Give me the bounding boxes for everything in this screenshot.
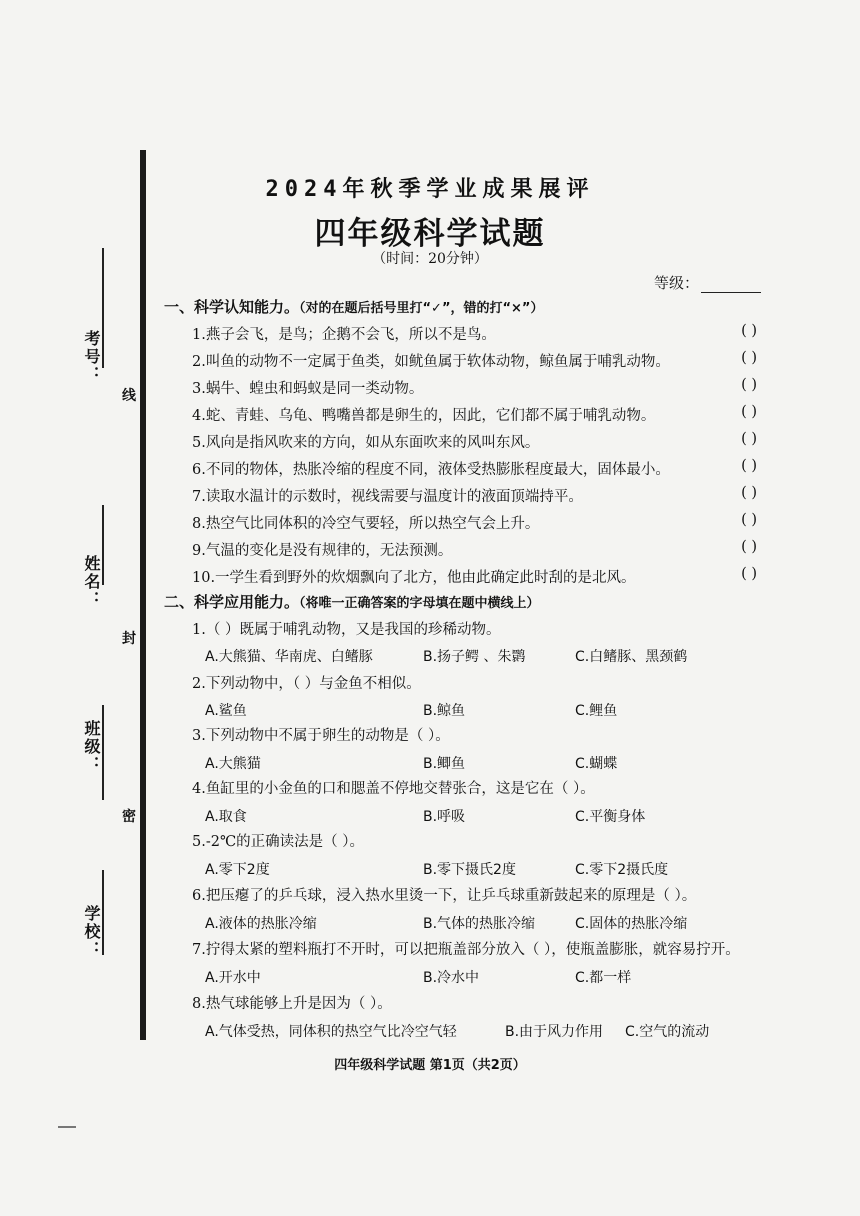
class-line [102, 705, 104, 800]
tf-text: 7.读取水温计的示数时，视线需要与温度计的液面顶端持平。 [192, 489, 583, 505]
name-line [102, 505, 104, 585]
exam-title: 四年级科学试题 [314, 216, 546, 252]
answer-paren[interactable]: ( ) [741, 377, 757, 393]
tf-item [192, 539, 767, 561]
exam-number-label: 考号： [82, 330, 101, 384]
tf-item [192, 485, 767, 507]
option-a[interactable]: A.大熊猫、华南虎、白鳍豚 [205, 649, 373, 665]
mc-options [205, 913, 765, 935]
option-c[interactable]: C.平衡身体 [575, 809, 646, 825]
answer-paren[interactable]: ( ) [741, 431, 757, 447]
option-b[interactable]: B.鲸鱼 [423, 703, 466, 719]
option-a[interactable]: A.气体受热，同体积的热空气比冷空气轻 [205, 1024, 457, 1040]
section-1-title: 一、科学认知能力。 [164, 298, 300, 316]
answer-paren[interactable]: ( ) [741, 458, 757, 474]
option-c[interactable]: C.鲤鱼 [575, 703, 618, 719]
tf-item [192, 404, 767, 426]
tf-text: 4.蛇、青蛙、乌龟、鸭嘴兽都是卵生的，因此，它们都不属于哺乳动物。 [192, 408, 656, 424]
option-a[interactable]: A.开水中 [205, 970, 261, 986]
exam-time: （时间：20分钟） [372, 251, 488, 267]
mc-question: 4.鱼缸里的小金鱼的口和腮盖不停地交替张合，这是它在（ ）。 [192, 781, 595, 797]
option-c[interactable]: C.白鳍豚、黑颈鹤 [575, 649, 688, 665]
option-b[interactable]: B.扬子鳄 、朱鹮 [423, 649, 526, 665]
tf-item [192, 323, 767, 345]
option-a[interactable]: A.大熊猫 [205, 756, 261, 772]
seal-xian: 线 [122, 388, 136, 404]
tf-text: 6.不同的物体，热胀冷缩的程度不同，液体受热膨胀程度最大，固体最小。 [192, 462, 670, 478]
name-label: 姓名： [82, 555, 101, 609]
option-b[interactable]: B.冷水中 [423, 970, 480, 986]
mc-options [205, 806, 765, 828]
answer-paren[interactable]: ( ) [741, 539, 757, 555]
mc-question: 7.拧得太紧的塑料瓶打不开时，可以把瓶盖部分放入（ ），使瓶盖膨胀，就容易拧开。 [192, 942, 740, 958]
option-c[interactable]: C.空气的流动 [625, 1024, 710, 1040]
school-line [102, 870, 104, 955]
tf-text: 1.燕子会飞，是鸟；企鹅不会飞，所以不是鸟。 [192, 327, 496, 343]
seal-mi: 密 [122, 809, 136, 825]
grade-blank[interactable] [701, 292, 761, 293]
option-b[interactable]: B.呼吸 [423, 809, 466, 825]
option-b[interactable]: B.由于风力作用 [505, 1024, 604, 1040]
option-c[interactable]: C.都一样 [575, 970, 632, 986]
answer-paren[interactable]: ( ) [741, 566, 757, 582]
answer-paren[interactable]: ( ) [741, 485, 757, 501]
option-a[interactable]: A.鲨鱼 [205, 703, 247, 719]
mc-question: 6.把压瘪了的乒乓球，浸入热水里烫一下，让乒乓球重新鼓起来的原理是（ ）。 [192, 888, 697, 904]
mc-question: 8.热气球能够上升是因为（ ）。 [192, 996, 392, 1012]
mc-question: 5.-2℃的正确读法是（ ）。 [192, 834, 365, 850]
tf-text: 10.一学生看到野外的炊烟飘向了北方，他由此确定此时刮的是北风。 [192, 570, 636, 586]
answer-paren[interactable]: ( ) [741, 512, 757, 528]
exam-title-year: 2024年秋季学业成果展评 [265, 177, 595, 202]
mc-question: 1.（ ）既属于哺乳动物，又是我国的珍稀动物。 [192, 622, 501, 638]
mc-options [205, 859, 765, 881]
tf-text: 3.蜗牛、蝗虫和蚂蚁是同一类动物。 [192, 381, 424, 397]
tf-item [192, 566, 767, 588]
section-2-title: 二、科学应用能力。 [164, 593, 300, 611]
answer-paren[interactable]: ( ) [741, 404, 757, 420]
section-1-note: （对的在题后括号里打“✓”，错的打“×”） [299, 301, 544, 316]
mc-options [205, 1021, 765, 1043]
binding-bar [140, 150, 146, 1040]
option-a[interactable]: A.零下2度 [205, 862, 270, 878]
section-2-note: （将唯一正确答案的字母填在题中横线上） [299, 596, 540, 611]
option-b[interactable]: B.零下摄氏2度 [423, 862, 516, 878]
option-c[interactable]: C.零下2摄氏度 [575, 862, 669, 878]
tf-item [192, 458, 767, 480]
tf-item [192, 377, 767, 399]
mc-options [205, 700, 765, 722]
tf-item [192, 431, 767, 453]
mc-question: 3.下列动物中不属于卵生的动物是（ ）。 [192, 728, 450, 744]
class-label: 班级： [82, 720, 101, 774]
section-2-heading [164, 591, 540, 612]
mc-question: 2.下列动物中，（ ）与金鱼不相似。 [192, 676, 421, 692]
seal-feng: 封 [122, 631, 136, 647]
tf-item [192, 512, 767, 534]
school-label: 学校： [82, 905, 101, 959]
tf-text: 2.叫鱼的动物不一定属于鱼类，如鱿鱼属于软体动物，鲸鱼属于哺乳动物。 [192, 354, 670, 370]
option-b[interactable]: B.气体的热胀冷缩 [423, 916, 536, 932]
tf-text: 9.气温的变化是没有规律的，无法预测。 [192, 543, 453, 559]
scan-mark [58, 1126, 76, 1128]
mc-options [205, 753, 765, 775]
mc-options [205, 967, 765, 989]
section-1-heading [164, 296, 543, 317]
mc-options [205, 646, 765, 668]
option-a[interactable]: A.液体的热胀冷缩 [205, 916, 317, 932]
grade-field [654, 272, 761, 293]
answer-paren[interactable]: ( ) [741, 350, 757, 366]
page-footer: 四年级科学试题 第1页（共2页） [334, 1058, 526, 1073]
tf-item [192, 350, 767, 372]
option-a[interactable]: A.取食 [205, 809, 247, 825]
grade-label: 等级： [654, 274, 700, 292]
answer-paren[interactable]: ( ) [741, 323, 757, 339]
tf-text: 8.热空气比同体积的冷空气要轻，所以热空气会上升。 [192, 516, 540, 532]
tf-text: 5.风向是指风吹来的方向，如从东面吹来的风叫东风。 [192, 435, 540, 451]
option-c[interactable]: C.固体的热胀冷缩 [575, 916, 688, 932]
option-c[interactable]: C.蝴蝶 [575, 756, 618, 772]
option-b[interactable]: B.鲫鱼 [423, 756, 466, 772]
